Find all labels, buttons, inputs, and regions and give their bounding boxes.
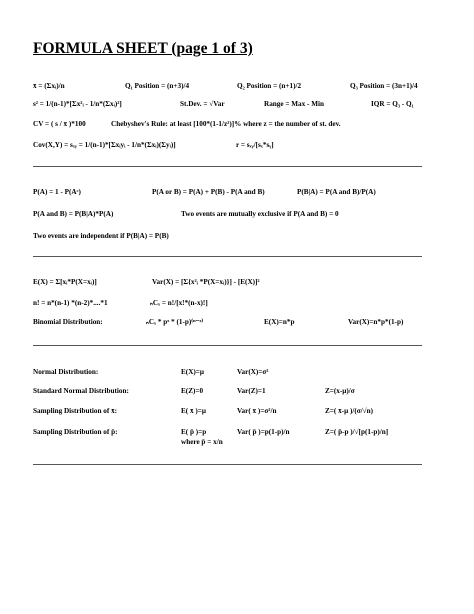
union-rule: P(A or B) = P(A) + P(B) - P(A and B) xyxy=(152,188,265,196)
normal-dist-variance: Var(X)=σ² xyxy=(237,368,269,376)
normal-dist-mean: E(X)=μ xyxy=(181,368,204,376)
conditional-probability: P(B|A) = P(A and B)/P(A) xyxy=(297,188,376,196)
section-divider xyxy=(33,345,422,346)
stdev-formula: St.Dev. = √Var xyxy=(180,100,225,108)
page-title: FORMULA SHEET (page 1 of 3) xyxy=(33,40,253,57)
sampling-proportion-label: Sampling Distribution of p̄: xyxy=(33,428,118,436)
expectation-formula: E(X) = Σ[xᵢ*P(X=xᵢ)] xyxy=(33,278,97,286)
section-divider xyxy=(33,166,422,167)
sampling-mean-variance: Var( x̄ )=σ²/n xyxy=(237,407,277,415)
std-normal-mean: E(Z)=0 xyxy=(181,387,204,395)
sampling-mean-label: Sampling Distribution of x̄: xyxy=(33,407,118,415)
q1-position-formula: Q₁ Position = (n+3)/4 xyxy=(125,82,190,90)
binomial-formula: ₙCₓ * pˣ * (1-p)⁽ⁿ⁻ˣ⁾ xyxy=(146,318,204,326)
sampling-mean-z: Z=( x̄-μ )/(σ/√n) xyxy=(325,407,373,415)
covariance-formula: Cov(X,Y) = sₓᵧ = 1/(n-1)*[Σxᵢyᵢ - 1/n*(Σxᵢ)(Σyᵢ)] xyxy=(33,141,176,149)
sampling-proportion-z: Z=( p̄-p )/√[p(1-p)/n] xyxy=(325,428,389,436)
factorial-formula: n! = n*(n-1) *(n-2)*....*1 xyxy=(33,299,108,307)
q2-position-formula: Q₂ Position = (n+1)/2 xyxy=(237,82,302,90)
independence-rule: Two events are independent if P(B|A) = P(B) xyxy=(33,232,169,240)
range-formula: Range = Max - Min xyxy=(264,100,324,108)
mean-formula: x̄ = (Σxᵢ)/n xyxy=(33,82,65,90)
binomial-variance: Var(X)=n*p*(1-p) xyxy=(348,318,404,326)
intersection-rule: P(A and B) = P(B|A)*P(A) xyxy=(33,210,114,218)
correlation-formula: r = sₓᵧ/[sₓ*sᵧ] xyxy=(236,141,274,149)
std-normal-variance: Var(Z)=1 xyxy=(237,387,266,395)
sampling-proportion-variance: Var( p̄ )=p(1-p)/n xyxy=(237,428,290,436)
chebyshev-rule: Chebyshev's Rule: at least [100*(1-1/z²)]% where z = the number of st. dev. xyxy=(111,120,341,128)
variance-formula: s² = 1/(n-1)*[Σx²ᵢ - 1/n*(Σxᵢ)²] xyxy=(33,100,122,108)
binomial-label: Binomial Distribution: xyxy=(33,318,103,326)
sampling-mean-expectation: E( x̄ )=μ xyxy=(181,407,206,415)
binomial-mean: E(X)=n*p xyxy=(264,318,295,326)
mutually-exclusive-rule: Two events are mutually exclusive if P(A and B) = 0 xyxy=(181,210,339,218)
cv-formula: CV = ( s / x̄ )*100 xyxy=(33,120,86,128)
q3-position-formula: Q₃ Position = (3n+1)/4 xyxy=(350,82,418,90)
sampling-proportion-expectation: E( p̄ )=p xyxy=(181,428,207,436)
iqr-formula: IQR = Q₃ - Q₁ xyxy=(371,100,414,108)
combination-formula: ₙCₓ = n!/[x!*(n-x)!] xyxy=(150,299,208,307)
section-divider xyxy=(33,256,422,257)
complement-rule: P(A) = 1 - P(Aᶜ) xyxy=(33,188,81,196)
section-divider xyxy=(33,464,422,465)
variance-rv-formula: Var(X) = [Σ{x²ᵢ *P(X=xᵢ)}] - [E(X)]² xyxy=(152,278,260,286)
sample-proportion-definition: where p̄ = x/n xyxy=(181,438,223,446)
std-normal-z: Z=(x-μ)/σ xyxy=(325,387,355,395)
normal-dist-label: Normal Distribution: xyxy=(33,368,99,376)
std-normal-label: Standard Normal Distribution: xyxy=(33,387,129,395)
